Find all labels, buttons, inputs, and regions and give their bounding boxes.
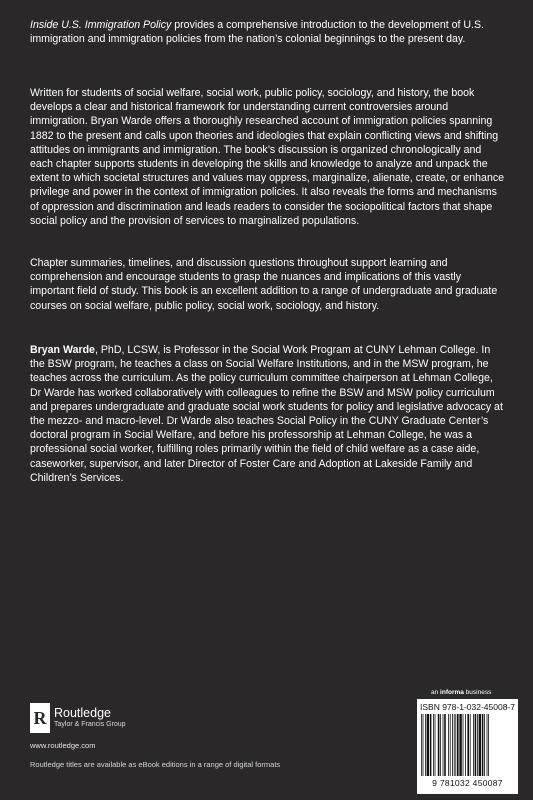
barcode-bar xyxy=(487,714,488,776)
author-name: Bryan Warde xyxy=(30,344,95,356)
informa-prefix: an xyxy=(431,689,441,696)
barcode-bar xyxy=(421,714,422,776)
barcode-bar xyxy=(450,714,451,776)
barcode-bar xyxy=(467,714,469,776)
barcode-bar xyxy=(455,714,456,776)
author-bio xyxy=(30,343,505,485)
barcode-bar xyxy=(454,714,455,776)
barcode-bar xyxy=(430,714,432,776)
barcode-bar xyxy=(425,714,426,776)
barcode-bar xyxy=(465,714,466,776)
barcode-bar xyxy=(423,714,424,776)
barcode-bar xyxy=(477,714,478,776)
publisher-group: Taylor & Francis Group xyxy=(54,721,126,728)
barcode-bar xyxy=(479,714,481,776)
description-text-2: Written for students of social welfare, social work, public policy, sociology, and history, the book develops a clear and historical framework for understanding current controversies around immigration. Bryan Warde offers a thoroughly researched account of immigration policies spanning 1882 to the present and calls upon theories and ideologies that explain conflicting views and shifting attitudes on immigrants and immigration. The book’s discussion is organized chronologically and each chapter supports students in developing the skills and knowledge to analyze and unpack the extent to which societal structures and values may oppress, marginalize, alienate, create, or enhance privilege and power in the context of immigration policies. It also reveals the forms and mechanisms of oppression and discrimination and leads readers to consider the sociopolitical factors that shape social policy and the provision of services to marginalized populations. xyxy=(30,87,505,227)
description-text-3: Chapter summaries, timelines, and discussion questions throughout support learning and comprehension and encourage students to grasp the nuances and implications of this vastly important field of study. This book is an excellent addition to a range of undergraduate and graduate courses on social welfare, public policy, social work, sociology, and history. xyxy=(30,257,498,312)
barcode-bar xyxy=(440,714,441,776)
isbn-text: ISBN 978-1-032-45008-7 xyxy=(420,702,515,712)
author-bio-text: , PhD, LCSW, is Professor in the Social Work Program at CUNY Lehman College. In the BSW program, he teaches a class on Social Welfare Institutions, and in the MSW program, he teaches across the curriculum. As the policy curriculum committee chairperson at Lehman College, Dr Warde has worked collaboratively with colleagues to refine the BSW and MSW policy curriculum and prepares undergraduate and graduate social work students for policy and legislative advocacy at the mezzo- and macro-level. Dr Warde also teaches Social Policy in the CUNY Graduate Center’s doctoral program in Social Welfare, and before his professorship at Lehman College, he was a professional social worker, fulfilling roles primarily within the field of child welfare as a case aide, caseworker, supervisor, and later Director of Foster Care and Adoption at Lakeside Family and Children’s Services. xyxy=(30,344,503,484)
barcode-digits: 9 781032 450087 xyxy=(432,778,503,788)
barcode-bar xyxy=(463,714,464,776)
barcode-bars xyxy=(420,714,515,776)
description-paragraph-3 xyxy=(30,256,505,313)
barcode-bar xyxy=(488,714,489,776)
barcode-bar xyxy=(444,714,446,776)
barcode-bar xyxy=(482,714,484,776)
barcode-bar xyxy=(443,714,444,776)
barcode-bar xyxy=(438,714,440,776)
book-title-inline: Inside U.S. Immigration Policy xyxy=(30,19,172,31)
informa-business-line xyxy=(431,689,491,696)
description-paragraph-1 xyxy=(30,18,505,46)
informa-suffix: business xyxy=(463,689,492,696)
publisher-url[interactable]: www.routledge.com xyxy=(30,741,96,750)
barcode-bar xyxy=(427,714,429,776)
barcode-bar xyxy=(473,714,474,776)
barcode-bar xyxy=(484,714,485,776)
description-text-1: provides a comprehensive introduction to the development of U.S. immigration and immigration policies from the nation’s colonial beginnings to the present day. xyxy=(30,19,485,46)
publisher-name: Routledge xyxy=(54,706,111,720)
barcode-bar xyxy=(452,714,453,776)
description-paragraph-2 xyxy=(30,86,505,228)
barcode-bar xyxy=(475,714,477,776)
informa-brand: informa xyxy=(440,689,464,696)
barcode-bar xyxy=(433,714,434,776)
barcode-bar xyxy=(435,714,436,776)
barcode-bar xyxy=(470,714,471,776)
ebook-note: Routledge titles are available as eBook editions in a range of digital formats xyxy=(30,760,281,769)
publisher-logo xyxy=(30,703,126,733)
barcode-bar xyxy=(448,714,449,776)
barcode xyxy=(417,699,518,794)
barcode-bar xyxy=(459,714,461,776)
barcode-bar xyxy=(457,714,459,776)
routledge-r-icon: R xyxy=(30,703,50,733)
